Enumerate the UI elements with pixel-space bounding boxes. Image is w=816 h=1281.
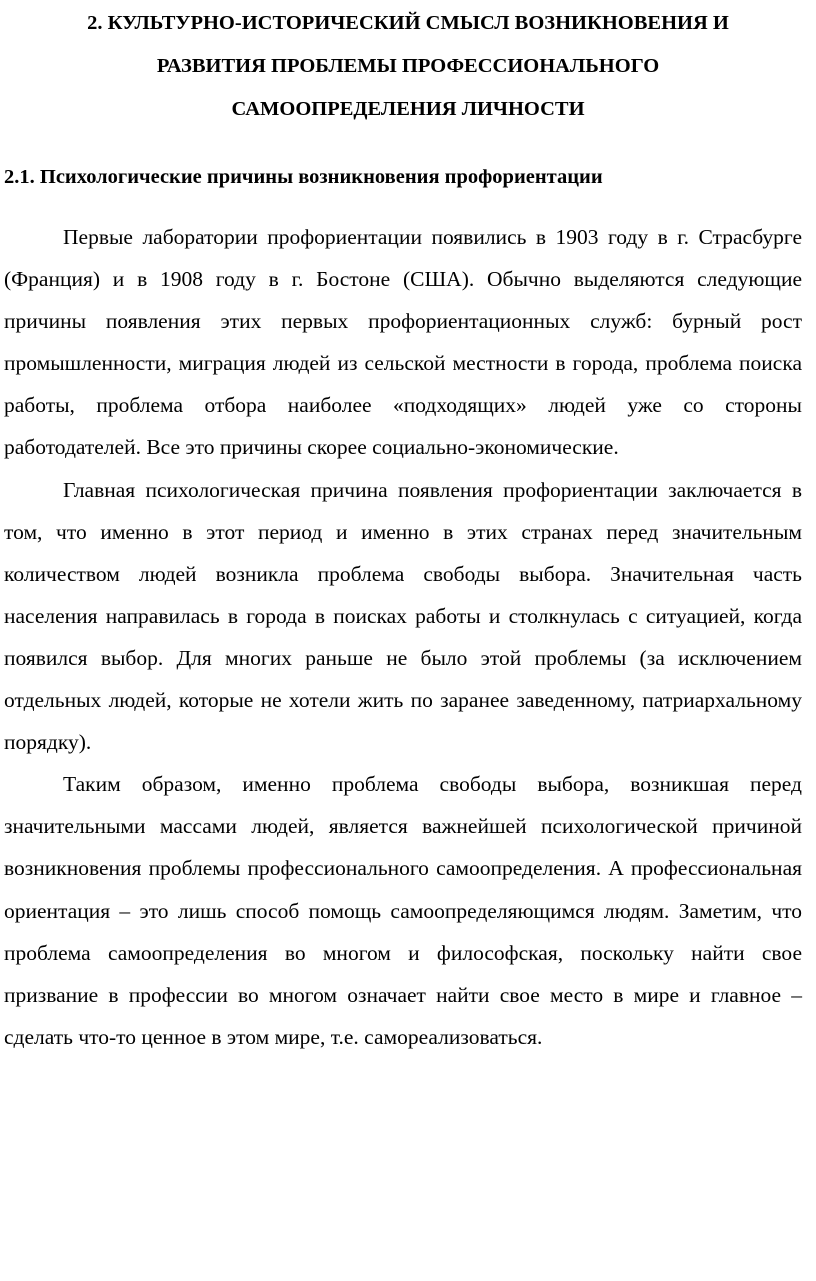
chapter-title-line-3: САМООПРЕДЕЛЕНИЯ ЛИЧНОСТИ [231,98,585,120]
paragraph-3: Таким образом, именно проблема свободы выбора, возникшая перед значительными массами людей, является важнейшей психологической причиной возникновения проблемы профессионального самоопределения. А профессиональная ориентация – это лишь способ помощь самоопределяющимся людям. Заметим, что проблема самоопределения во многом и философская, поскольку найти свое призвание в профессии во многом означает найти свое место в мире и главное – сделать что-то ценное в этом мире, т.е. самореализоваться. [4,772,802,1049]
chapter-title [4,2,802,131]
chapter-title-line-1: 2. КУЛЬТУРНО-ИСТОРИЧЕСКИЙ СМЫСЛ ВОЗНИКНОВЕНИЯ И [87,12,729,34]
chapter-title-line-2: РАЗВИТИЯ ПРОБЛЕМЫ ПРОФЕССИОНАЛЬНОГО [156,55,660,77]
section-title: 2.1. Психологические причины возникновения профориентации [4,166,603,188]
paragraph-1: Первые лаборатории профориентации появились в 1903 году в г. Страсбурге (Франция) и в 1908 году в г. Бостоне (США). Обычно выделяются следующие причины появления этих первых профориентационных служб: бурный рост промышленности, миграция людей из сельской местности в города, проблема поиска работы, проблема отбора наиболее «подходящих» людей уже со стороны работодателей. Все это причины скорее социально-экономические. [4,225,802,460]
paragraph-2: Главная психологическая причина появления профориентации заключается в том, что именно в этот период и именно в этих странах перед значительным количеством людей возникла проблема свободы выбора. Значительная часть населения направилась в города в поисках работы и столкнулась с ситуацией, когда появился выбор. Для многих раньше не было этой проблемы (за исключением отдельных людей, которые не хотели жить по заранее заведенному, патриархальному порядку). [4,477,802,755]
